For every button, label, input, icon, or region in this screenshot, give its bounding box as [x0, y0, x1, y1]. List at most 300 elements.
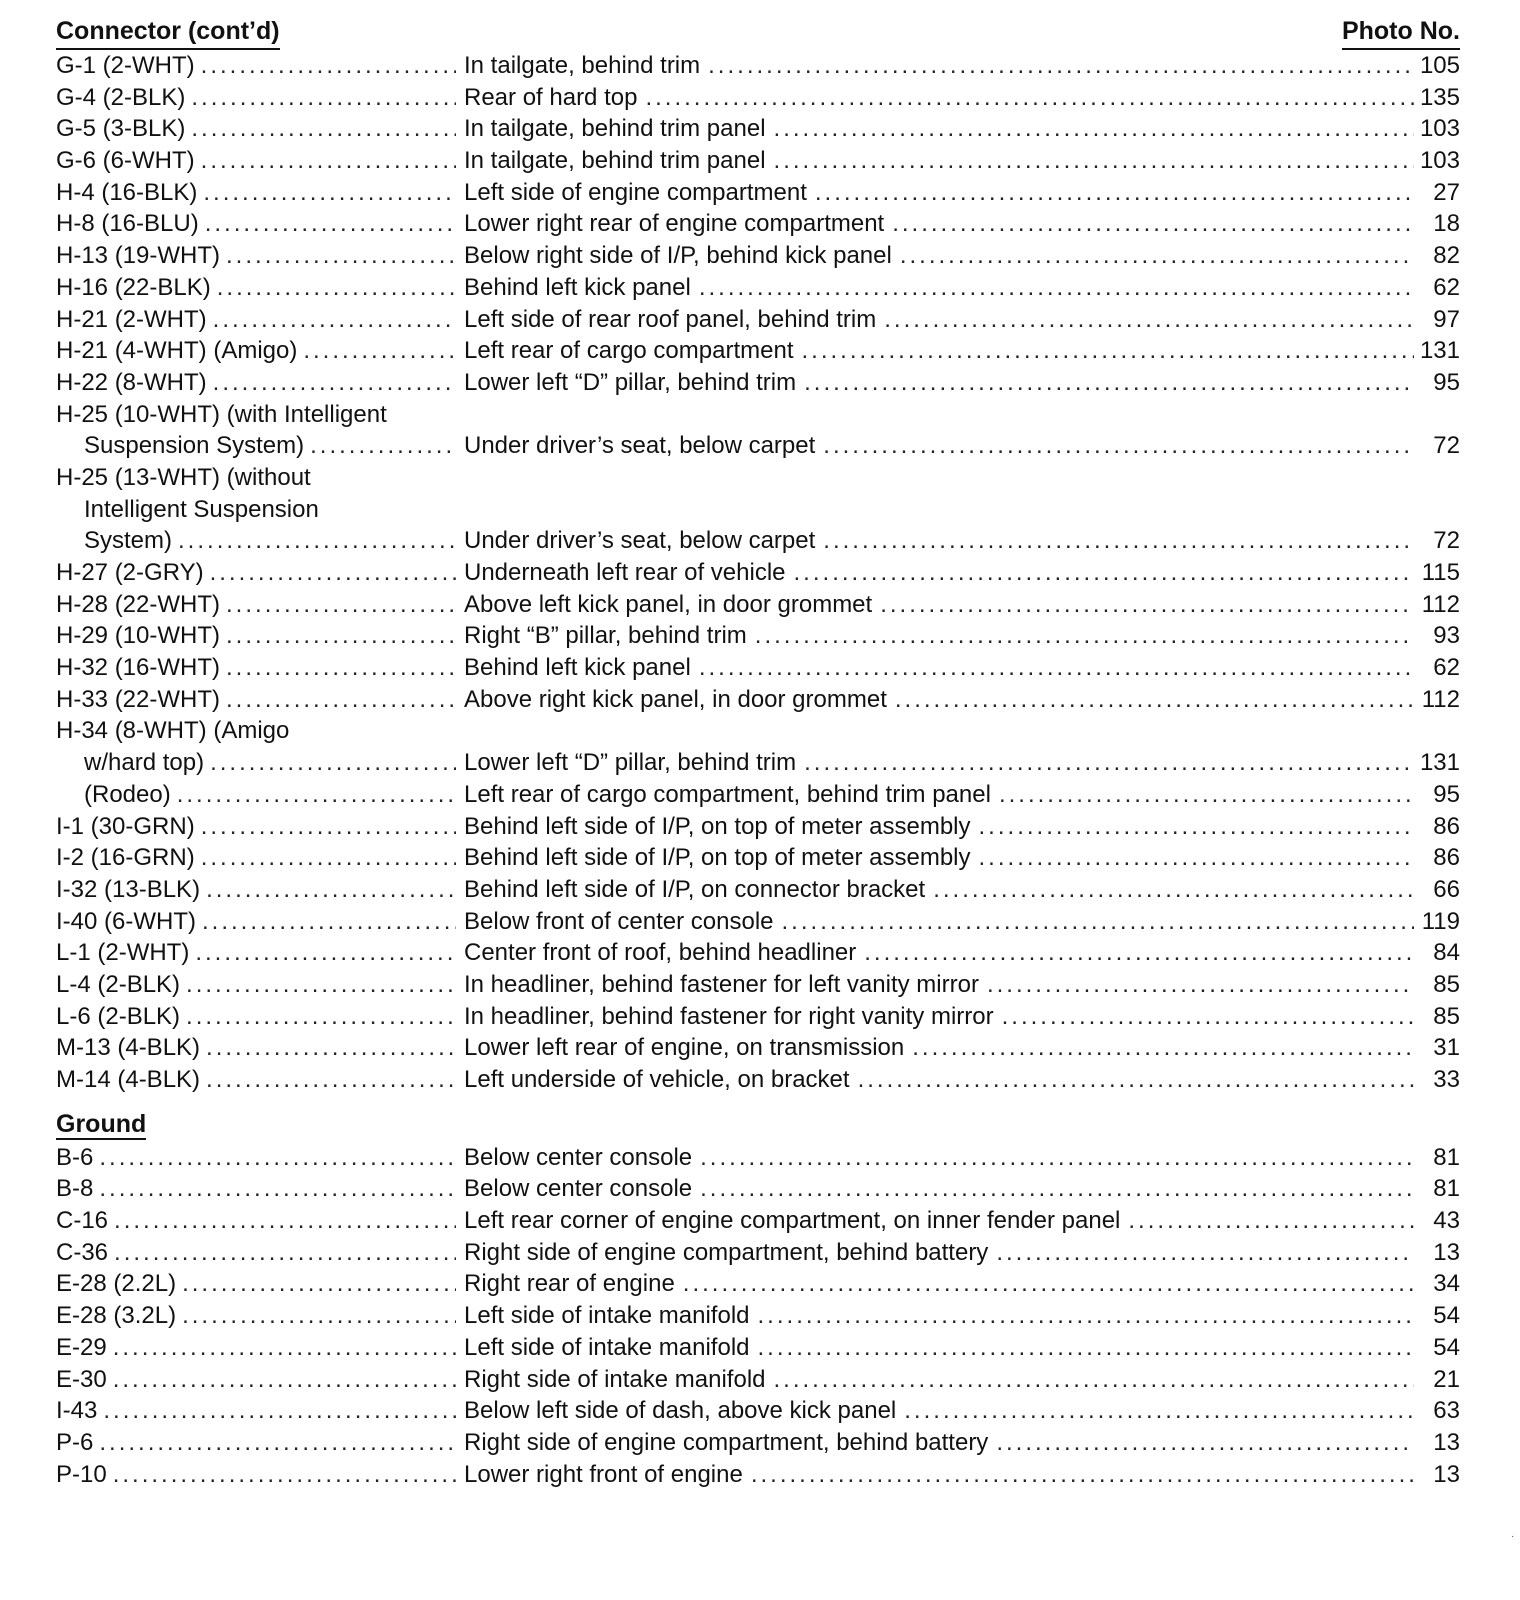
- connector-cell: [56, 1364, 456, 1396]
- location-cell: [464, 82, 1414, 114]
- page-mark: .: [1511, 1529, 1514, 1540]
- connector-cell: [56, 779, 456, 811]
- photo-number: 54: [1433, 1333, 1460, 1361]
- connector-id: I-32 (13-BLK): [56, 875, 201, 903]
- connector-id: I-40 (6-WHT): [56, 907, 196, 935]
- leader-dots: [996, 1237, 1414, 1269]
- photo-number: 103: [1419, 115, 1460, 143]
- connector-row: [56, 1032, 1460, 1064]
- location-cell: [464, 1001, 1414, 1033]
- location-cell: [464, 145, 1414, 177]
- connector-id: H-13 (19-WHT): [56, 242, 221, 270]
- location-text: In headliner, behind fastener for right vanity mirror: [464, 1002, 994, 1030]
- connector-id: H-29 (10-WHT): [56, 622, 221, 650]
- leader-dots: [801, 335, 1414, 367]
- leader-dots: [114, 1237, 456, 1269]
- location-text: Right rear of engine: [464, 1270, 675, 1298]
- leader-dots: [226, 620, 456, 652]
- leader-dots: [758, 1300, 1414, 1332]
- photo-number: 18: [1433, 210, 1460, 238]
- ground-row: [56, 1237, 1460, 1269]
- photo-number: 93: [1433, 622, 1460, 650]
- leader-dots: [206, 1032, 456, 1064]
- connector-id: H-25 (10-WHT) (with Intelligent: [56, 400, 387, 428]
- connector-row: [56, 494, 1460, 526]
- connector-row: [56, 969, 1460, 1001]
- connector-row: [56, 842, 1460, 874]
- connector-row: [56, 145, 1460, 177]
- leader-dots: [203, 177, 456, 209]
- leader-dots: [177, 779, 456, 811]
- leader-dots: [904, 1395, 1414, 1427]
- connector-id: H-22 (8-WHT): [56, 368, 207, 396]
- connector-cell: [56, 589, 456, 621]
- leader-dots: [683, 1268, 1414, 1300]
- photo-number: 97: [1433, 305, 1460, 333]
- photo-number: 81: [1433, 1175, 1460, 1203]
- photo-number: 131: [1419, 749, 1460, 777]
- ground-row: [56, 1205, 1460, 1237]
- leader-dots: [708, 50, 1414, 82]
- leader-dots: [201, 842, 456, 874]
- ground-row: [56, 1268, 1460, 1300]
- connector-id: H-8 (16-BLU): [56, 210, 199, 238]
- photo-number: 13: [1433, 1460, 1460, 1488]
- leader-dots: [1002, 1001, 1414, 1033]
- photo-number: 112: [1421, 685, 1460, 713]
- location-text: Below center console: [464, 1175, 693, 1203]
- photo-number: 135: [1419, 83, 1460, 111]
- connector-cell: [56, 1205, 456, 1237]
- connector-cell: [56, 874, 456, 906]
- photo-number-column-title: Photo No.: [1342, 14, 1460, 50]
- connector-cell: [56, 1142, 456, 1174]
- location-text: Below right side of I/P, behind kick panel: [464, 242, 892, 270]
- photo-number: 86: [1433, 812, 1460, 840]
- leader-dots: [645, 82, 1414, 114]
- location-text: Rear of hard top: [464, 83, 638, 111]
- location-text: Left side of intake manifold: [464, 1302, 750, 1330]
- leader-dots: [303, 335, 456, 367]
- connector-cell: [56, 684, 456, 716]
- location-text: Lower right front of engine: [464, 1460, 743, 1488]
- leader-dots: [804, 367, 1414, 399]
- leader-dots: [210, 747, 456, 779]
- connector-id: L-1 (2-WHT): [56, 939, 190, 967]
- connector-row: [56, 684, 1460, 716]
- photo-number: 119: [1421, 907, 1460, 935]
- connector-id: (Rodeo): [84, 780, 171, 808]
- location-cell: [464, 842, 1414, 874]
- location-text: Behind left kick panel: [464, 273, 691, 301]
- connector-id: H-34 (8-WHT) (Amigo: [56, 717, 290, 745]
- leader-dots: [755, 620, 1414, 652]
- leader-dots: [794, 557, 1414, 589]
- connector-row: [56, 50, 1460, 82]
- location-cell: [464, 969, 1414, 1001]
- connector-row: [56, 779, 1460, 811]
- location-cell: [464, 652, 1414, 684]
- connector-cell: [56, 1064, 456, 1096]
- connector-row: [56, 589, 1460, 621]
- connector-cell: [56, 50, 456, 82]
- connector-row: [56, 113, 1460, 145]
- photo-number: 105: [1419, 52, 1460, 79]
- connector-cell: [56, 906, 456, 938]
- leader-dots: [191, 82, 456, 114]
- leader-dots: [103, 1395, 456, 1427]
- location-cell: [464, 1364, 1414, 1396]
- connector-row: [56, 335, 1460, 367]
- connector-row: [56, 715, 1460, 747]
- location-cell: [464, 937, 1414, 969]
- location-cell: [464, 1459, 1414, 1491]
- ground-row: [56, 1332, 1460, 1364]
- leader-dots: [758, 1332, 1414, 1364]
- location-text: Below left side of dash, above kick panel: [464, 1397, 897, 1425]
- location-cell: [464, 50, 1414, 82]
- leader-dots: [864, 937, 1414, 969]
- leader-dots: [182, 1300, 456, 1332]
- location-cell: [464, 1268, 1414, 1300]
- connector-id: Suspension System): [84, 432, 305, 460]
- leader-dots: [912, 1032, 1414, 1064]
- location-cell: [464, 906, 1414, 938]
- connector-id: E-29: [56, 1333, 107, 1361]
- connector-row: [56, 811, 1460, 843]
- leader-dots: [206, 1064, 456, 1096]
- connector-cell: [56, 811, 456, 843]
- leader-dots: [774, 113, 1414, 145]
- connector-cell: [56, 335, 456, 367]
- connector-cell: [56, 1332, 456, 1364]
- leader-dots: [186, 969, 456, 1001]
- leader-dots: [213, 304, 456, 336]
- connector-id: E-28 (2.2L): [56, 1270, 177, 1298]
- leader-dots: [226, 684, 456, 716]
- location-cell: [464, 747, 1414, 779]
- leader-dots: [774, 1364, 1415, 1396]
- location-text: Left rear corner of engine compartment, on inner fender panel: [464, 1207, 1121, 1235]
- ground-row: [56, 1300, 1460, 1332]
- connector-cell: [56, 240, 456, 272]
- leader-dots: [751, 1459, 1414, 1491]
- photo-number: 72: [1433, 432, 1460, 460]
- connector-row: [56, 652, 1460, 684]
- leader-dots: [823, 430, 1414, 462]
- photo-number: 27: [1433, 178, 1460, 206]
- location-cell: [464, 557, 1414, 589]
- location-text: Left underside of vehicle, on bracket: [464, 1066, 850, 1093]
- location-text: Under driver’s seat, below carpet: [464, 432, 816, 460]
- connector-cell: [56, 1032, 456, 1064]
- photo-number: 21: [1433, 1365, 1460, 1393]
- location-text: Below front of center console: [464, 907, 774, 935]
- ground-heading: Ground: [56, 1109, 147, 1138]
- leader-dots: [99, 1142, 456, 1174]
- connector-id: H-21 (4-WHT) (Amigo): [56, 337, 298, 365]
- leader-dots: [202, 906, 456, 938]
- location-cell: [464, 240, 1414, 272]
- connector-cell: [56, 1237, 456, 1269]
- location-text: Behind left side of I/P, on top of meter assembly: [464, 812, 971, 840]
- leader-dots: [699, 652, 1414, 684]
- leader-dots: [205, 208, 456, 240]
- location-text: Under driver’s seat, below carpet: [464, 527, 816, 555]
- leader-dots: [99, 1427, 456, 1459]
- location-text: Below center console: [464, 1143, 693, 1171]
- leader-dots: [700, 1173, 1414, 1205]
- location-text: Lower left “D” pillar, behind trim: [464, 749, 797, 777]
- connector-id: H-33 (22-WHT): [56, 685, 221, 713]
- leader-dots: [1128, 1205, 1414, 1237]
- photo-number: 54: [1433, 1302, 1460, 1330]
- connector-cell: [56, 208, 456, 240]
- leader-dots: [182, 1268, 456, 1300]
- connector-id: G-6 (6-WHT): [56, 147, 195, 175]
- connector-cell: [56, 937, 456, 969]
- photo-number: 84: [1433, 939, 1460, 967]
- connector-id: H-4 (16-BLK): [56, 178, 198, 206]
- leader-dots: [782, 906, 1414, 938]
- connector-row: [56, 272, 1460, 304]
- connector-list: [56, 50, 1460, 1096]
- location-text: In tailgate, behind trim panel: [464, 115, 766, 143]
- location-text: Above right kick panel, in door grommet: [464, 685, 887, 713]
- leader-dots: [774, 145, 1414, 177]
- location-cell: [464, 1427, 1414, 1459]
- location-cell: [464, 589, 1414, 621]
- connector-cell: [56, 367, 456, 399]
- location-cell: [464, 367, 1414, 399]
- connector-id: I-1 (30-GRN): [56, 812, 195, 840]
- connector-cell: [56, 1173, 456, 1205]
- connector-cell: [56, 620, 456, 652]
- photo-number: 66: [1433, 875, 1460, 903]
- connector-row: [56, 1064, 1460, 1096]
- leader-dots: [226, 589, 456, 621]
- location-text: Behind left side of I/P, on top of meter assembly: [464, 844, 971, 872]
- photo-number: 43: [1433, 1207, 1460, 1235]
- photo-number: 33: [1433, 1066, 1460, 1093]
- leader-dots: [206, 874, 456, 906]
- photo-number: 131: [1419, 337, 1460, 365]
- location-text: Lower left rear of engine, on transmission: [464, 1034, 905, 1062]
- connector-id: C-36: [56, 1238, 109, 1266]
- leader-dots: [217, 272, 456, 304]
- location-cell: [464, 684, 1414, 716]
- photo-number: 103: [1419, 147, 1460, 175]
- connector-row: [56, 240, 1460, 272]
- connector-row: [56, 525, 1460, 557]
- connector-row: [56, 462, 1460, 494]
- leader-dots: [999, 779, 1414, 811]
- leader-dots: [987, 969, 1414, 1001]
- connector-column-title: Connector (cont’d): [56, 14, 280, 50]
- leader-dots: [226, 652, 456, 684]
- connector-row: [56, 747, 1460, 779]
- photo-number: 13: [1433, 1238, 1460, 1266]
- connector-id: L-6 (2-BLK): [56, 1002, 181, 1030]
- connector-cell: [56, 842, 456, 874]
- location-cell: [464, 113, 1414, 145]
- leader-dots: [195, 937, 456, 969]
- ground-section-title: [56, 1108, 1460, 1140]
- connector-row: [56, 367, 1460, 399]
- location-text: Right side of engine compartment, behind battery: [464, 1428, 989, 1456]
- location-text: Left side of engine compartment: [464, 178, 807, 206]
- photo-number: 13: [1433, 1428, 1460, 1456]
- connector-cell: [56, 399, 393, 431]
- leader-dots: [99, 1173, 456, 1205]
- ground-row: [56, 1459, 1460, 1491]
- location-text: Underneath left rear of vehicle: [464, 559, 786, 586]
- leader-dots: [858, 1064, 1414, 1096]
- photo-number: 85: [1433, 970, 1460, 998]
- leader-dots: [201, 145, 456, 177]
- ground-row: [56, 1395, 1460, 1427]
- location-cell: [464, 1332, 1414, 1364]
- leader-dots: [114, 1205, 456, 1237]
- location-text: In tailgate, behind trim: [464, 52, 701, 79]
- location-cell: [464, 1064, 1414, 1096]
- connector-id: H-21 (2-WHT): [56, 305, 207, 333]
- location-text: Left rear of cargo compartment, behind trim panel: [464, 780, 991, 808]
- connector-row: [56, 1001, 1460, 1033]
- connector-id: M-14 (4-BLK): [56, 1066, 201, 1093]
- location-cell: [464, 208, 1414, 240]
- leader-dots: [979, 842, 1414, 874]
- location-text: Behind left side of I/P, on connector bracket: [464, 875, 926, 903]
- location-text: Right “B” pillar, behind trim: [464, 622, 747, 650]
- leader-dots: [201, 811, 456, 843]
- connector-id: System): [84, 527, 173, 555]
- connector-id: B-6: [56, 1143, 94, 1171]
- connector-id: I-43: [56, 1397, 98, 1425]
- connector-cell: [56, 747, 456, 779]
- location-cell: [464, 1205, 1414, 1237]
- location-cell: [464, 1173, 1414, 1205]
- location-cell: [464, 1032, 1414, 1064]
- location-text: Left side of intake manifold: [464, 1333, 750, 1361]
- connector-cell: [56, 430, 456, 462]
- leader-dots: [699, 272, 1414, 304]
- leader-dots: [186, 1001, 456, 1033]
- photo-number: 95: [1433, 368, 1460, 396]
- leader-dots: [895, 684, 1414, 716]
- connector-id: P-6: [56, 1428, 94, 1456]
- connector-row: [56, 874, 1460, 906]
- ground-row: [56, 1364, 1460, 1396]
- photo-number: 72: [1433, 527, 1460, 555]
- location-text: In tailgate, behind trim panel: [464, 147, 766, 175]
- location-cell: [464, 272, 1414, 304]
- connector-id: I-2 (16-GRN): [56, 844, 195, 872]
- leader-dots: [201, 50, 456, 82]
- connector-cell: [56, 1427, 456, 1459]
- connector-row: [56, 82, 1460, 114]
- connector-id: E-30: [56, 1365, 107, 1393]
- leader-dots: [113, 1332, 456, 1364]
- connector-id: w/hard top): [84, 749, 205, 777]
- location-cell: [464, 1237, 1414, 1269]
- connector-id: H-16 (22-BLK): [56, 273, 211, 301]
- location-text: Center front of roof, behind headliner: [464, 939, 857, 967]
- ground-row: [56, 1427, 1460, 1459]
- leader-dots: [979, 811, 1414, 843]
- connector-cell: [56, 82, 456, 114]
- leader-dots: [884, 304, 1414, 336]
- photo-number: 82: [1433, 242, 1460, 270]
- location-cell: [464, 1142, 1414, 1174]
- photo-number: 63: [1433, 1397, 1460, 1425]
- location-cell: [464, 874, 1414, 906]
- connector-cell: [56, 969, 456, 1001]
- leader-dots: [310, 430, 456, 462]
- connector-row: [56, 304, 1460, 336]
- location-text: Left rear of cargo compartment: [464, 337, 794, 365]
- connector-cell: [56, 715, 295, 747]
- location-cell: [464, 811, 1414, 843]
- connector-row: [56, 208, 1460, 240]
- ground-list: [56, 1142, 1460, 1491]
- location-text: Lower left “D” pillar, behind trim: [464, 368, 797, 396]
- table-header: [56, 14, 1460, 50]
- connector-row: [56, 906, 1460, 938]
- connector-cell: [56, 652, 456, 684]
- connector-id: G-1 (2-WHT): [56, 52, 195, 79]
- leader-dots: [880, 589, 1414, 621]
- location-text: Above left kick panel, in door grommet: [464, 590, 873, 618]
- location-text: Right side of intake manifold: [464, 1365, 766, 1393]
- location-cell: [464, 304, 1414, 336]
- connector-id: H-25 (13-WHT) (without: [56, 463, 311, 491]
- connector-id: H-28 (22-WHT): [56, 590, 221, 618]
- photo-number: 62: [1433, 273, 1460, 301]
- connector-id: H-27 (2-GRY): [56, 559, 204, 586]
- photo-number: 81: [1433, 1143, 1460, 1171]
- photo-number: 85: [1433, 1002, 1460, 1030]
- connector-id: G-5 (3-BLK): [56, 115, 186, 143]
- leader-dots: [996, 1427, 1414, 1459]
- location-text: In headliner, behind fastener for left vanity mirror: [464, 970, 979, 998]
- connector-index-page: [56, 14, 1460, 1490]
- leader-dots: [113, 1459, 456, 1491]
- connector-row: [56, 937, 1460, 969]
- location-cell: [464, 620, 1414, 652]
- connector-cell: [56, 113, 456, 145]
- leader-dots: [892, 208, 1414, 240]
- photo-number: 62: [1433, 654, 1460, 682]
- ground-row: [56, 1142, 1460, 1174]
- location-cell: [464, 525, 1414, 557]
- connector-id: L-4 (2-BLK): [56, 970, 181, 998]
- leader-dots: [900, 240, 1414, 272]
- connector-cell: [56, 1268, 456, 1300]
- connector-id: E-28 (3.2L): [56, 1302, 177, 1330]
- location-cell: [464, 335, 1414, 367]
- connector-id: Intelligent Suspension: [84, 495, 319, 523]
- leader-dots: [815, 177, 1414, 209]
- connector-row: [56, 177, 1460, 209]
- location-cell: [464, 177, 1414, 209]
- connector-cell: [56, 1395, 456, 1427]
- connector-row: [56, 399, 1460, 431]
- connector-id: M-13 (4-BLK): [56, 1034, 201, 1062]
- connector-cell: [56, 145, 456, 177]
- connector-cell: [56, 525, 456, 557]
- location-text: Behind left kick panel: [464, 654, 691, 682]
